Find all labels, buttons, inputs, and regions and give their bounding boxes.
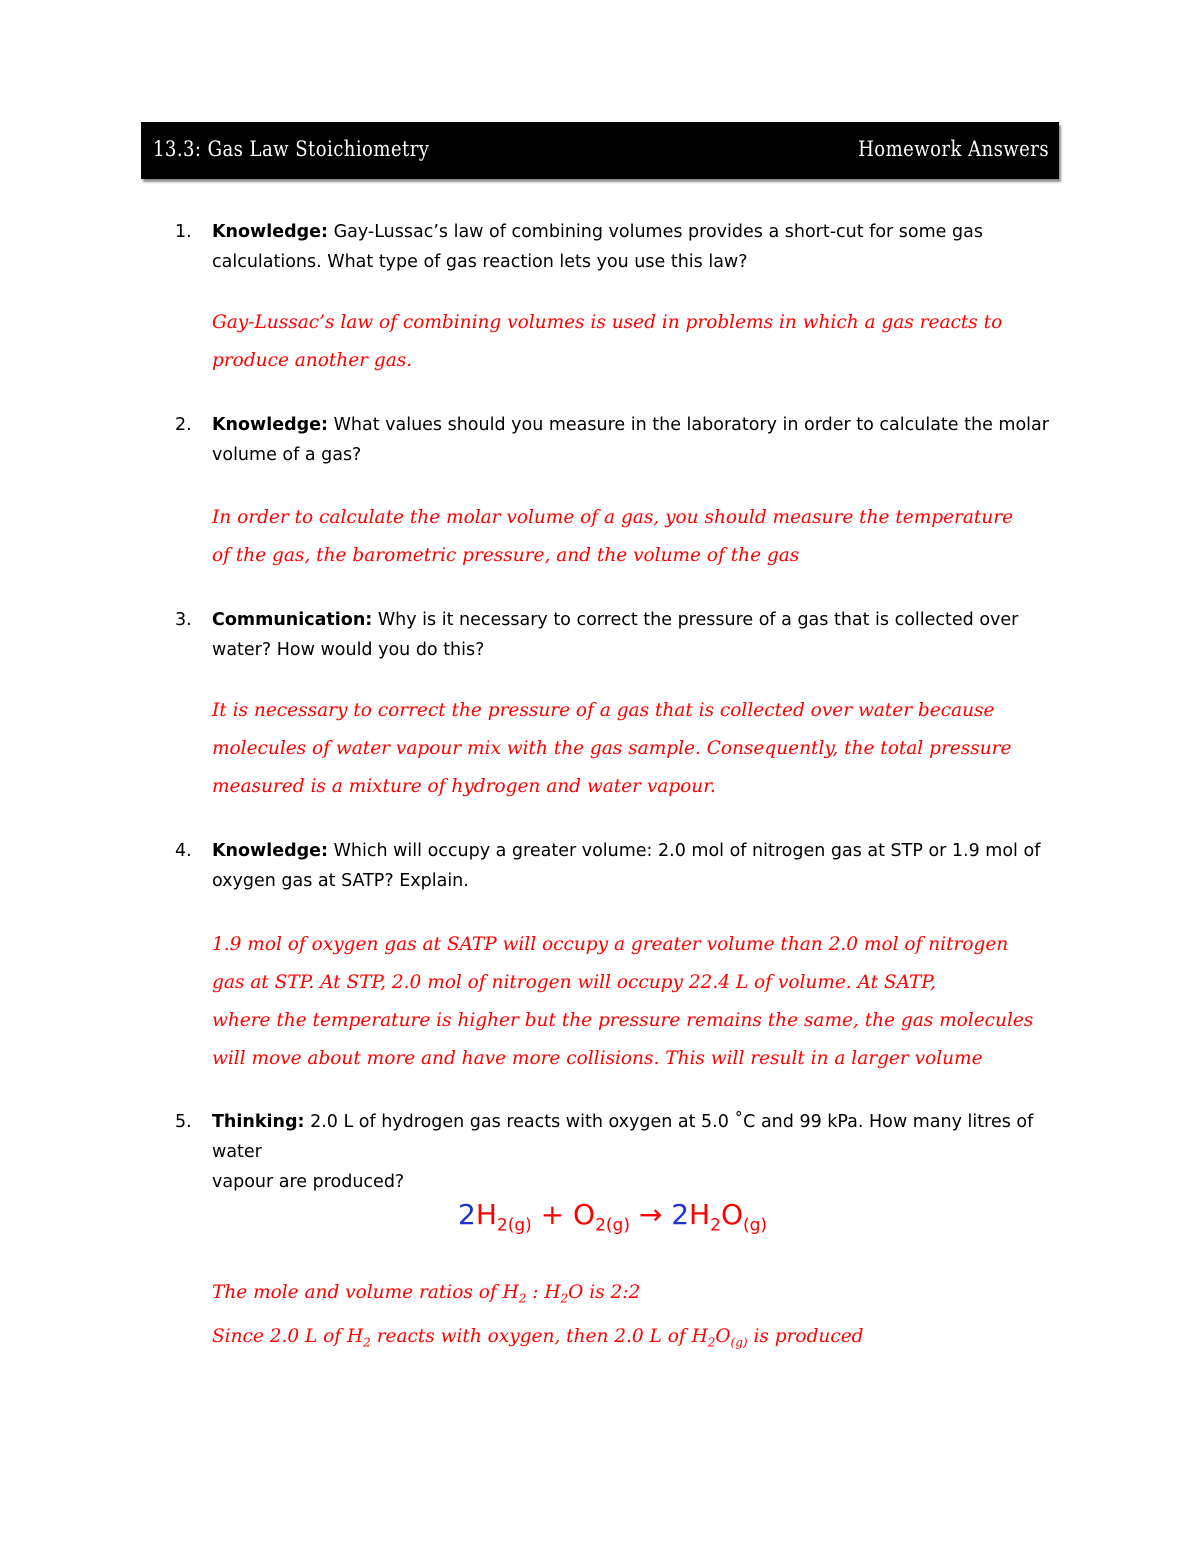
question-text-line: calculations. What type of gas reaction lets you use this law? <box>212 252 748 272</box>
equation-symbol: H <box>689 1198 711 1231</box>
equation-symbol: O <box>573 1198 596 1231</box>
question-text-line: oxygen gas at SATP? Explain. <box>212 871 469 891</box>
question-4 <box>175 836 1065 896</box>
question-text-line: volume of a gas? <box>212 445 362 465</box>
answer-subscript: 2 <box>707 1335 716 1350</box>
question-3 <box>175 605 1065 665</box>
answer-line: where the temperature is higher but the pressure remains the same, the gas molecules <box>212 1010 1034 1031</box>
equation-subscript: 2 <box>710 1215 721 1236</box>
question-keyword: Knowledge: <box>212 222 328 242</box>
answer-line: produce another gas. <box>212 350 413 371</box>
answer-1 <box>212 304 1112 380</box>
answer-line: of the gas, the barometric pressure, and the volume of the gas <box>212 545 800 566</box>
answer-line: In order to calculate the molar volume of a gas, you should measure the temperature <box>212 507 1014 528</box>
equation-subscript: (g) <box>742 1215 768 1236</box>
question-text-line: Gay-Lussac’s law of combining volumes provides a short-cut for some gas <box>333 222 983 242</box>
answer-text: O is 2:2 <box>568 1282 641 1303</box>
question-text-line: 2.0 L of hydrogen gas reacts with oxygen at 5.0 ˚C and 99 kPa. How many litres of water <box>212 1112 1034 1162</box>
chemical-equation <box>458 1198 767 1236</box>
question-keyword: Knowledge: <box>212 841 328 861</box>
answer-3 <box>212 692 1112 806</box>
answer-5 <box>212 1274 1112 1361</box>
question-text-line: vapour are produced? <box>212 1172 405 1192</box>
question-text-line: water? How would you do this? <box>212 640 485 660</box>
question-keyword: Thinking: <box>212 1112 305 1132</box>
question-text-line: What values should you measure in the laboratory in order to calculate the molar <box>333 415 1049 435</box>
question-number: 3. <box>175 610 192 630</box>
answer-text: O <box>715 1325 731 1347</box>
question-text-line: Which will occupy a greater volume: 2.0 mol of nitrogen gas at STP or 1.9 mol of <box>333 841 1041 861</box>
answer-line: measured is a mixture of hydrogen and water vapour. <box>212 776 716 797</box>
question-1 <box>175 217 1065 277</box>
answer-line: gas at STP. At STP, 2.0 mol of nitrogen will occupy 22.4 L of volume. At SATP, <box>212 972 936 993</box>
question-number: 2. <box>175 415 192 435</box>
header-title: 13.3: Gas Law Stoichiometry <box>153 137 430 161</box>
equation-symbol: H <box>475 1198 497 1231</box>
equation-subscript: 2(g) <box>496 1215 532 1236</box>
answer-line: Gay-Lussac’s law of combining volumes is used in problems in which a gas reacts to <box>212 312 1003 333</box>
answer-subscript: 2 <box>560 1291 569 1306</box>
answer-line: It is necessary to correct the pressure of a gas that is collected over water because <box>212 700 995 721</box>
equation-plus: + <box>531 1198 574 1231</box>
answer-line: molecules of water vapour mix with the gas sample. Consequently, the total pressure <box>212 738 1012 759</box>
answer-2 <box>212 499 1112 575</box>
equation-subscript: 2(g) <box>595 1215 630 1236</box>
question-keyword: Knowledge: <box>212 415 328 435</box>
header-subtitle: Homework Answers <box>858 137 1049 161</box>
answer-text: : H <box>526 1282 561 1303</box>
answer-4 <box>212 926 1112 1078</box>
equation-arrow: → <box>629 1198 672 1231</box>
equation-symbol: O <box>720 1198 743 1231</box>
answer-text: reacts with oxygen, then 2.0 L of H <box>370 1325 708 1347</box>
question-text-line: Why is it necessary to correct the pressure of a gas that is collected over <box>377 610 1019 630</box>
header-bar <box>141 122 1059 179</box>
question-2 <box>175 410 1065 470</box>
answer-text: Since 2.0 L of H <box>212 1325 364 1347</box>
answer-subscript: 2 <box>518 1291 527 1306</box>
answer-subscript: 2 <box>363 1335 371 1350</box>
question-number: 4. <box>175 841 192 861</box>
question-keyword: Communication: <box>212 610 373 630</box>
equation-coefficient: 2 <box>458 1198 476 1231</box>
question-5 <box>175 1107 1065 1197</box>
answer-line <box>212 1274 1112 1318</box>
answer-subscript: (g) <box>730 1335 748 1350</box>
equation-coefficient: 2 <box>671 1198 690 1231</box>
answer-line: 1.9 mol of oxygen gas at SATP will occupy a greater volume than 2.0 mol of nitrogen <box>212 934 1009 955</box>
answer-text: is produced <box>747 1325 864 1347</box>
question-number: 1. <box>175 222 192 242</box>
question-number: 5. <box>175 1112 192 1132</box>
answer-text: The mole and volume ratios of H <box>212 1282 519 1303</box>
answer-line: will move about more and have more collisions. This will result in a larger volume <box>212 1048 983 1069</box>
answer-line <box>212 1318 1112 1362</box>
